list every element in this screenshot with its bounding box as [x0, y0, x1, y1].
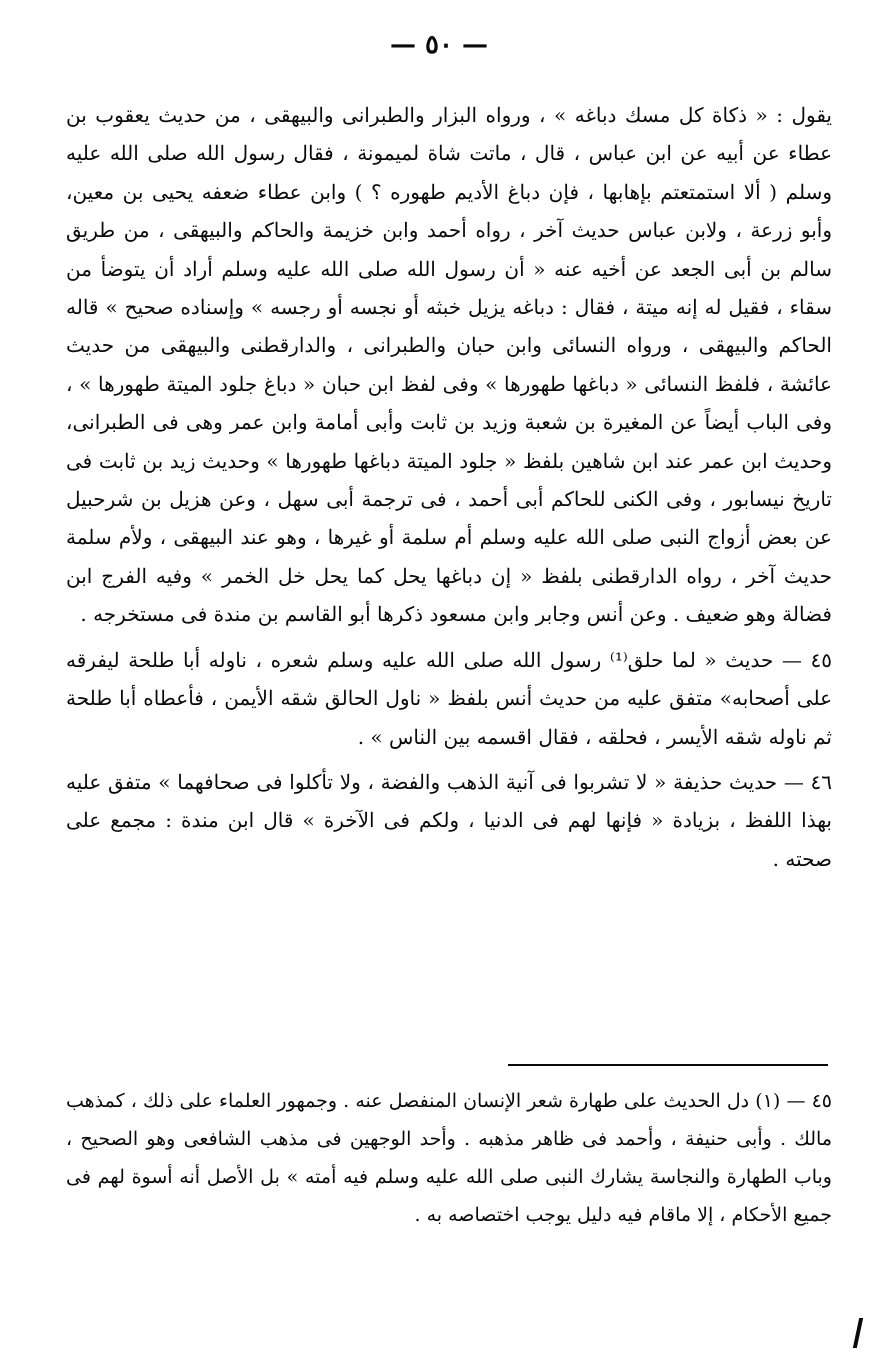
text-line: ليفرقه على أصحابه» متفق عليه من حديث أنس بلفظ « ناول الحالق شقه الأيمن ، فأعطاه — [66, 647, 833, 711]
text-line: ٤٥ — حديث « لما حلق⁽¹⁾ رسول الله صلى الله عليه وسلم شعره ، ناوله أبا طلحة — [128, 647, 833, 672]
page-edge-mark — [853, 1318, 863, 1348]
footnote-line: بل الأصل أنه أسوة لهم فى جميع الأحكام ، إلا ماقام فيه دليل يوجب اختصاصه به . — [66, 1166, 832, 1226]
page-number: — ٥٠ — — [389, 30, 489, 60]
text-line: وأبو زرعة ، ولابن عباس حديث آخر ، رواه أحمد وابن خزيمة والحاكم والبيهقى ، من — [123, 218, 832, 243]
footnote-line: الشافعى وهو الصحيح ، وباب الطهارة والنجاسة يشارك النبى صلى الله عليه وسلم فيه أمته » — [66, 1128, 832, 1188]
text-line: عائشة ، فلفظ النسائى « دباغها طهورها » وفى لفظ ابن حبان « دباغ جلود الميتة طهورها » ، — [66, 371, 832, 396]
text-line: وحديث ابن عمر عند ابن شاهين بلفظ « جلود الميتة دباغها طهورها » وحديث زيد بن — [142, 448, 833, 473]
text-line: شرحبيل عن بعض أزواج النبى صلى الله عليه وسلم أم سلمة أو غيرها ، وهو عند البيهقى ، — [66, 487, 832, 550]
text-line: وسلم ( ألا استمتعتم بإهابها ، فإن دباغ الأديم طهوره ؟ ) وابن عطاء ضعفه يحيى بن معين، — [66, 179, 832, 204]
text-line: عطاء عن أبيه عن ابن عباس ، قال ، ماتت شاة لميمونة ، فقال رسول الله صلى الله عليه — [66, 141, 832, 166]
text-line: ولأم سلمة حديث آخر ، رواه الدارقطنى بلفظ « إن دباغها يحل كما يحل خل الخمر » وفيه الفرج — [66, 525, 832, 588]
text-line: مجمع على صحته . — [66, 808, 832, 871]
text-line: أبا طلحة ثم ناوله شقه الأيسر ، فحلقه ، فقال اقسمه بين الناس » . — [66, 686, 832, 749]
text-line: ٤٦ — حديث حذيفة « لا تشربوا فى آنية الذهب والفضة ، ولا تأكلوا فى صحافهما » — [158, 769, 833, 794]
text-line: ثابت فى تاريخ نيسابور ، وفى الكنى للحاكم أبى أحمد ، فى ترجمة أبى سهل ، وعن هزيل بن — [66, 448, 832, 512]
text-line: ابن فضالة وهو ضعيف . وعن أنس وجابر وابن مسعود ذكرها أبو القاسم بن مندة — [66, 563, 832, 627]
footnote-divider — [508, 1064, 828, 1066]
footnote-line: ٤٥ — (١) دل الحديث على طهارة شعر الإنسان المنفصل عنه . وجمهور العلماء على — [179, 1090, 832, 1112]
text-line: طريق سالم بن أبى الجعد عن أخيه عنه « أن رسول الله صلى الله عليه وسلم أراد أن يتوضأ — [66, 218, 833, 281]
text-line: فى مستخرجه . — [80, 602, 208, 627]
text-line: من سقاء ، فقيل له إنه ميتة ، فقال : دباغه يزيل خبثه أو نجسه أو رجسه » وإسناده صحيح » — [66, 256, 833, 320]
footnote — [66, 1082, 832, 1234]
text-line: قاله الحاكم والبيهقى ، ورواه النسائى وابن حبان والطبرانى ، والدارقطنى والبيهقى من حديث — [66, 295, 832, 358]
main-text — [66, 96, 832, 878]
text-line: وفى الباب أيضاً عن المغيرة بن شعبة وزيد بن ثابت وأبى أمامة وابن عمر وهى فى الطبرانى، — [66, 410, 832, 435]
text-line: يقول : « ذكاة كل مسك دباغه » ، ورواه البزار والطبرانى والبيهقى ، من حديث يعقوب بن — [66, 103, 832, 127]
text-line: متفق عليه بهذا اللفظ ، بزيادة « فإنها لهم فى الدنيا ، ولكم فى الآخرة » قال ابن مندة : — [66, 769, 832, 833]
paragraph-hadith-45 — [66, 641, 832, 756]
paragraph-commentary — [66, 96, 832, 634]
paragraph-hadith-46 — [66, 763, 832, 878]
footnote-line: ذلك ، كمذهب مالك . وأبى حنيفة ، وأحمد فى ظاهر مذهبه . وأحد الوجهين فى مذهب — [66, 1090, 833, 1150]
